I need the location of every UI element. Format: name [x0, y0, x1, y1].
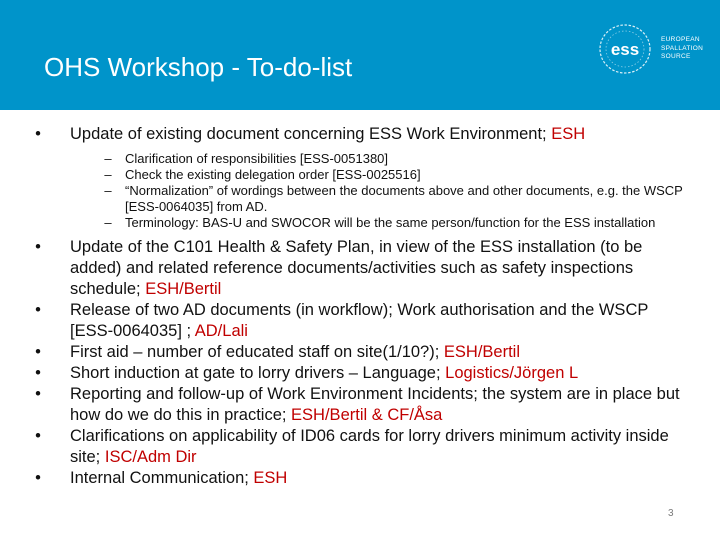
bullet-icon: •: [35, 301, 41, 319]
sub-item-text: “Normalization” of wordings between the documents above and other documents, e.g. the WSCP [ESS-0064035] from AD.: [125, 183, 683, 214]
item-owner: ESH/Bertil & CF/Åsa: [291, 406, 443, 424]
item-text: First aid – number of educated staff on site(1/10?);: [70, 343, 444, 361]
bullet-icon: •: [35, 427, 41, 445]
item-text: Release of two AD documents (in workflow); Work authorisation and the WSCP [ESS-0064035] ;: [70, 301, 649, 340]
sub-list-item: [70, 167, 688, 183]
sub-item-text: Terminology: BAS-U and SWOCOR will be the same person/function for the ESS installation: [125, 215, 656, 230]
list-item: [28, 426, 688, 468]
page-number: 3: [668, 508, 674, 519]
logo-caption: [661, 36, 703, 62]
dash-icon: –: [104, 151, 112, 166]
item-text: Internal Communication;: [70, 469, 254, 487]
dash-icon: –: [104, 183, 112, 198]
list-item: [28, 363, 688, 384]
sub-list-item: [70, 183, 688, 215]
list-item: [28, 342, 688, 363]
logo-line: SOURCE: [661, 53, 691, 60]
sub-item-text: Check the existing delegation order [ESS-0025516]: [125, 167, 421, 182]
item-text: Update of existing document concerning ESS Work Environment;: [70, 125, 552, 143]
item-owner: ESH/Bertil: [443, 343, 521, 361]
item-owner: ESH: [551, 125, 586, 143]
item-text: Update of the C101 Health & Safety Plan, in view of the ESS installation (to be added) and related reference documents/activities such as safety inspections schedule;: [70, 238, 643, 298]
list-item: [28, 237, 688, 300]
logo-line: SPALLATION: [661, 44, 704, 52]
item-owner: Logistics/Jörgen L: [445, 364, 579, 382]
sub-list-item: [70, 151, 688, 167]
logo-line: EUROPEAN: [661, 36, 700, 43]
list-item: [28, 468, 688, 489]
bullet-icon: •: [35, 364, 41, 382]
sub-list: [70, 151, 688, 231]
list-item: [28, 124, 688, 231]
item-owner: ESH/Bertil: [145, 280, 222, 298]
bullet-icon: •: [35, 343, 41, 361]
sub-list-item: [70, 215, 688, 231]
sub-item-text: Clarification of responsibilities [ESS-0051380]: [125, 151, 389, 166]
bullet-icon: •: [35, 469, 41, 487]
dash-icon: –: [104, 167, 112, 182]
item-owner: ISC/Adm Dir: [104, 448, 197, 466]
ess-logo-icon: [595, 22, 657, 78]
dash-icon: –: [104, 215, 112, 230]
ess-logo: [595, 22, 715, 82]
bullet-list: [28, 124, 688, 489]
title-bar: [0, 0, 720, 110]
item-text: Short induction at gate to lorry drivers – Language;: [70, 364, 446, 382]
item-owner: AD/Lali: [194, 322, 248, 340]
item-text: Clarifications on applicability of ID06 cards for lorry drivers minimum activity inside site;: [70, 427, 669, 466]
item-owner: ESH: [253, 469, 288, 487]
list-item: [28, 384, 688, 426]
bullet-icon: •: [35, 238, 41, 256]
slide-title: OHS Workshop - To-do-list: [44, 52, 353, 82]
logo-wordmark: ess: [610, 40, 640, 59]
bullet-icon: •: [35, 385, 41, 403]
list-item: [28, 300, 688, 342]
item-text: Reporting and follow-up of Work Environment Incidents; the system are in place but how do we do this in practice;: [70, 385, 680, 424]
bullet-icon: •: [35, 125, 41, 143]
